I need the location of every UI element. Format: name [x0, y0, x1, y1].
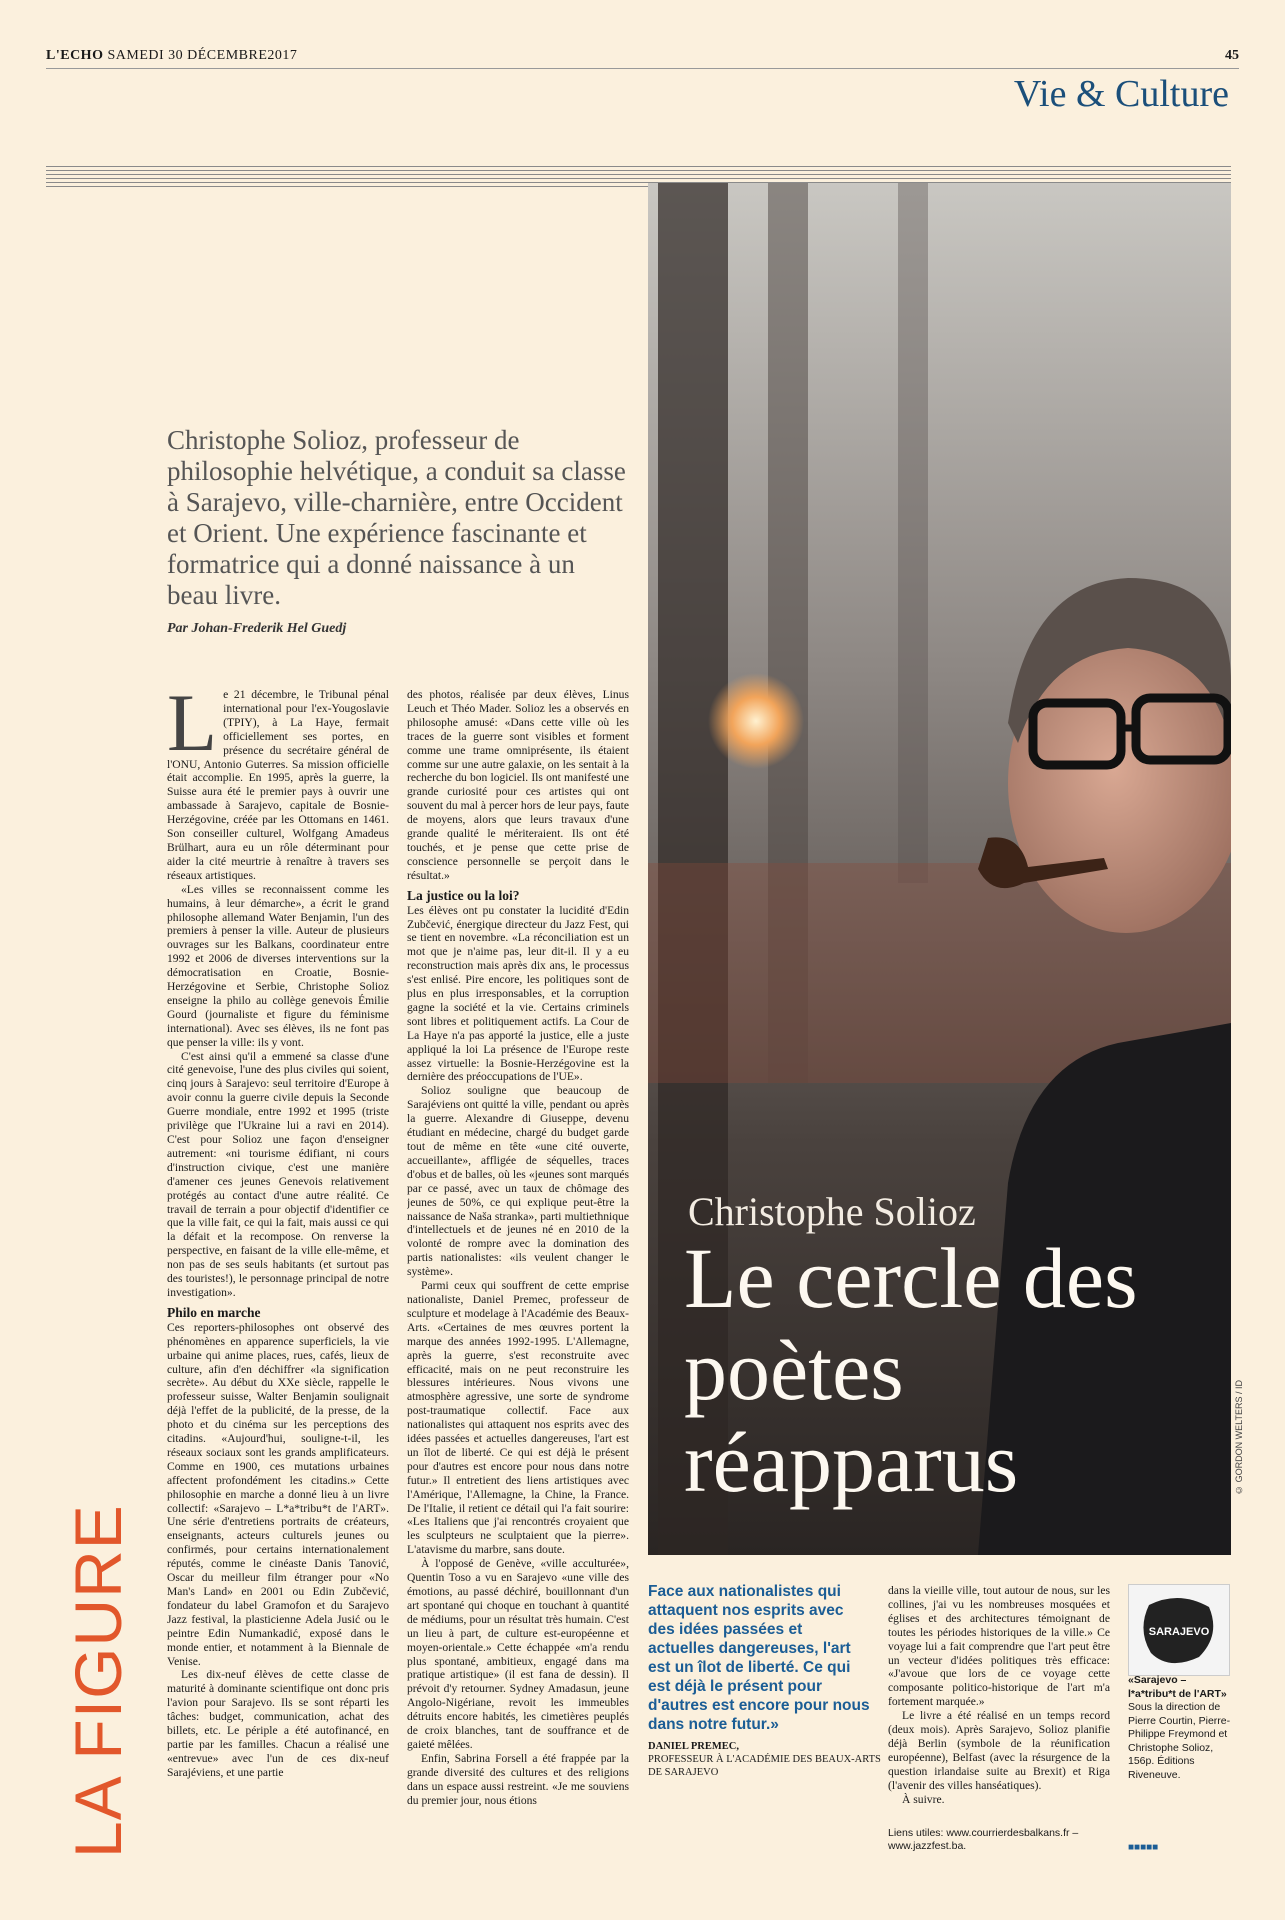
paragraph: Ces reporters-philosophes ont observé des phénomènes en apparence superficiels, la vie urbaine qui anime places, rues, cafés, lieux de culture, afin d'en déchiffrer «la signification secrète». Au début du XXe siècle, rappelle le professeur suisse, Walter Benjamin soulignait déjà l'effet de la publicité, de la presse, de la photo et du cinéma sur les perceptions des citadins. «Aujourd'hui, souligne-t-il, les réseaux sociaux sont les grands amplificateurs. Comme en 1900, ces mutations urbaines affectent profondément les citadins.» Cette philosophie en marche a donné lieu à un livre collectif: «Sarajevo – L*a*tribu*t de l'ART». Une série d'entretiens portraits de créateurs, enseignants, acteurs culturels jeunes ou confirmés, pour certains internationalement réputés, comme le cinéaste Danis Tanović, Oscar du meilleur film étranger pour «No Man's Land» en 2001 ou Edin Zubčević, fondateur du label Gramofon et du Sarajevo Jazz festival, la plasticienne Adela Jusić ou le peintre Edin Numankadić, exposé dans le monde entier, et notamment à la Biennale de Venise.	[167, 1320, 389, 1668]
pull-quote: Face aux nationalistes qui attaquent nos esprits avec des idées passées et actuelles dangereuses, l'art est un îlot de liberté. Ce qui est déjà le présent pour d'autres est encore pour nous dans notre futur.»	[648, 1583, 870, 1733]
headline-kicker: Christophe Solioz	[688, 1189, 976, 1234]
paragraph: Enfin, Sabrina Forsell a été frappée par la grande diversité des cultures et des religions dans un espace aussi restreint. «Je me souviens du premier jour, nous étions	[407, 1751, 629, 1807]
paragraph: des photos, réalisée par deux élèves, Linus Leuch et Théo Mader. Solioz les a observés en philosophe amusé: «Dans cette ville où les traces de la guerre sont visibles et forment comme une trame omniprésente, ils étaient comme sur une autre galaxie, on les sentait à la recherche du bon logiciel. Ils ont manifesté une grande curiosité pour ces artistes qui ont souvent du mal à percer hors de leur pays, faute de moyens, alors que leurs travaux d'une grande qualité le mériteraient. Ils ont été touchés, et je pense que cette prise de conscience personnelle se perçoit dans le résultat.»	[407, 688, 629, 882]
book-info	[1128, 1674, 1236, 1782]
paragraph: Parmi ceux qui souffrent de cette emprise nationaliste, Daniel Premec, professeur de sculpture et modelage à l'Académie des Beaux-Arts. «Certaines de mes œuvres portent la marque des années 1992-1995. L'Allemagne, après la guerre, s'est reconstruite avec efficacité, mais on ne peut reconstruire les blessures intérieures. Nous vivons une atmosphère agressive, une sorte de syndrome post-traumatique collectif. Face aux nationalistes qui attaquent nos esprits avec des idées passées et actuelles dangereuses, l'art est un îlot de liberté. Ce qui est déjà le présent pour d'autres est encore pour nous dans notre futur.» Il entretient des liens artistiques avec l'Amérique, l'Allemagne, la Chine, la France. De l'Italie, il retient ce détail qui l'a fait sourire: «Les Italiens que j'ai rencontrés croyaient que les sculpteurs ne sculptaient que la pierre». L'atavisme du marbre, sans doute.	[407, 1279, 629, 1557]
paragraph: Les élèves ont pu constater la lucidité d'Edin Zubčević, énergique directeur du Jazz Fest, qui se tient en novembre. «La réconciliation est un mot que je n'aime pas, leur dit-il. Il y a eu reconstruction mais après dix ans, le processus s'est enlisé. Pire encore, les politiques sont de plus en plus irresponsables, et la corruption gagne la société et la vie. Certains criminels sont libres et politiquement actifs. La Cour de La Haye n'a pas apporté la justice, elle a juste appliqué la loi La présence de l'Europe reste assez virtuelle: la Bosnie-Herzégovine est la dernière des préoccupations de l'UE».	[407, 903, 629, 1084]
rating-squares: ■■■■■	[1128, 1842, 1159, 1853]
rubric-label-text: LA FIGURE	[61, 1504, 135, 1858]
subheading: La justice ou la loi?	[407, 887, 520, 903]
paragraph: À l'opposé de Genève, «ville acculturée», Quentin Toso a vu en Sarajevo «une ville des émotions, au passé déchiré, bouillonnant d'un art spontané qui choque en touchant à quantité de médiums, pour un résultat très humain. C'est un lieu à part, de culture est-européenne et moyen-orientale.» Cette échappée «m'a rendu plus spontané, ambitieux, engagé dans ma pratique artistique» (il est fana de dessin). Il prévoit d'y retourner. Sydney Amadasun, jeune Angolo-Nigériane, revoit les immeubles détruits encore habités, les cimetières peuplés de croix blanches, tant de souffrance et de gaieté mêlées.	[407, 1557, 629, 1751]
issue-date: SAMEDI 30 DÉCEMBRE2017	[107, 48, 298, 63]
rubric-label	[60, 1504, 140, 1858]
paragraph: C'est ainsi qu'il a emmené sa classe d'une cité genevoise, l'une des plus civiles qui soient, cinq jours à Sarajevo: seul territoire d'Europe à avoir connu la guerre civile depuis la Seconde Guerre mondiale, entre 1992 et 1995 (triste privilège que l'Ukraine lui a ravi en 2014). C'est pour Solioz une façon d'enseigner autrement: «ni tourisme édifiant, ni cours d'instruction civique, c'est une manière d'amener ces jeunes Genevois relativement protégés au contact d'une autre réalité. Ce travail de terrain a pour objectif d'identifier ce que la ville fait, ce qui la fait, mais aussi ce qui la défait et la recompose. On renverse la perspective, en faisant de la ville elle-même, et non pas de ses seuls habitants (et surtout pas des touristes!), le personnage principal de notre investigation».	[167, 1049, 389, 1299]
quote-author: DANIEL PREMEC,	[648, 1741, 740, 1752]
byline: Par Johan-Frederik Hel Guedj	[167, 621, 347, 636]
subheading: Philo en marche	[167, 1304, 261, 1320]
drop-cap: L	[167, 688, 218, 768]
paragraph: e 21 décembre, le Tribunal pénal international pour l'ex-Yougoslavie (TPIY), à La Haye, fermait officiellement ses portes, en présence du secrétaire général de l'ONU, Antonio Guterres. Sa mission officielle était accomplie. En 1995, après la guerre, la Suisse aura été le premier pays à ouvrir une ambassade à Sarajevo, capitale de Bosnie-Herzégovine, créée par les Ottomans en 1461. Son conseiller culturel, Wolfgang Amadeus Brülhart, aura eu un rôle déterminant pour aider la cité meurtrie à renaître à travers ses réseaux artistiques.	[167, 688, 389, 882]
book-cover	[1128, 1584, 1230, 1676]
photo-credit: © GORDON WELTERS / ID	[1234, 1380, 1244, 1495]
paragraph: Le livre a été réalisé en un temps record (deux mois). Après Sarajevo, Solioz planifie déjà Berlin (symbole de la réunification européenne), Belfast (avec la résurgence de la question irlandaise suite au Brexit) et Riga (l'avenir des villes hanséatiques).	[888, 1709, 1110, 1792]
paragraph: dans la vieille ville, tout autour de nous, sur les collines, j'ai vu les nombreuses mosquées et églises et des architectures témoignant de toutes les périodes historiques de la ville.» Ce voyage lui a fait comprendre que l'art peut être un vecteur d'idées politiques très efficace: «J'avoue que lors de ce voyage cette composante politico-historique de l'art m'a fortement marquée.»	[888, 1584, 1110, 1709]
quote-author-role: PROFESSEUR À L'ACADÉMIE DES BEAUX-ARTS DE SARAJEVO	[648, 1754, 881, 1778]
article-column-1	[167, 688, 389, 1848]
paragraph: Les dix-neuf élèves de cette classe de maturité à dominante scientifique ont donc pris l'avion pour Sarajevo. Ils se sont réparti les tâches: budget, communication, achat des billets, etc. Le périple a été autofinancé, en partie par les familles. Chacun a réalisé une «entrevue» avec l'un de ces dix-neuf Sarajéviens, et une partie	[167, 1668, 389, 1779]
book-title: «Sarajevo – l*a*tribu*t de l'ART»	[1128, 1674, 1227, 1700]
useful-links: Liens utiles: www.courrierdesbalkans.fr – www.jazzfest.ba.	[888, 1827, 1079, 1852]
book-cover-title: SARAJEVO	[1148, 1626, 1210, 1638]
masthead-rule	[46, 68, 1239, 69]
headline: Le cercle des poètes réapparus	[684, 1230, 1138, 1510]
lede: Christophe Solioz, professeur de philosophie helvétique, a conduit sa classe à Sarajevo, ville-charnière, entre Occident et Orient. Une expérience fascinante et formatrice qui a donné naissance à un beau livre.	[167, 425, 626, 610]
paper-name: L'ECHO	[46, 48, 104, 63]
page-number: 45	[1225, 48, 1239, 63]
section-title: Vie & Culture	[1013, 73, 1229, 115]
article-column-2	[407, 688, 629, 1848]
book-details: Sous la direction de Pierre Courtin, Pierre-Philippe Freymond et Christophe Solioz, 156p. Éditions Riveneuve.	[1128, 1701, 1231, 1781]
pull-quote-attribution	[648, 1740, 888, 1779]
paragraph: «Les villes se reconnaissent comme les humains, à leur démarche», a écrit le grand philosophe allemand Water Benjamin, l'un des premiers à penser la ville. Auteur de plusieurs ouvrages sur les Balkans, coordinateur entre 1992 et 2006 de diverses interventions sur la démocratisation en Croatie, Bosnie-Herzégovine et Serbie, Christophe Solioz enseigne la philo au collège genevois Émilie Gourd (journaliste et figure du féminisme international). Avec ses élèves, ils ne font pas que penser la ville: ils y vont.	[167, 882, 389, 1049]
masthead	[46, 48, 297, 64]
paragraph: À suivre.	[902, 1792, 945, 1806]
paragraph: Solioz souligne que beaucoup de Sarajéviens ont quitté la ville, pendant ou après la guerre. Alexandre di Giuseppe, devenu étudiant en médecine, chargé du budget garde tout de même en tête «une cité ouverte, accueillante», affligée de séquelles, traces d'obus et de balles, où les «jeunes sont marqués par ce passé, avec un taux de chômage des jeunes de 50%, ce qui explique peut-être la naissance de Naša stranka», parti multiethnique d'intellectuels et de jeunes né en 2010 de la volonté de rompre avec la domination des partis nationalistes: «ils veulent changer le système».	[407, 1084, 629, 1279]
article-column-3	[888, 1584, 1110, 1824]
